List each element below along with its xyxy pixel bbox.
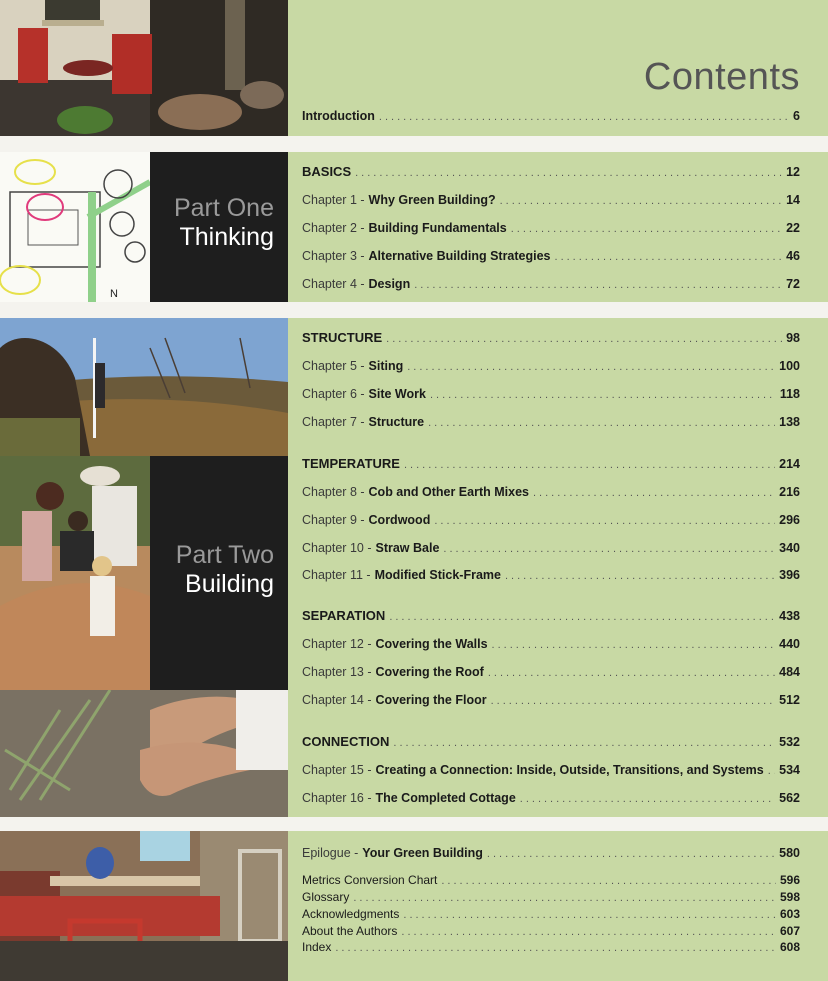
field-photo: [0, 318, 288, 456]
intro-title: Introduction: [302, 109, 375, 123]
chapter-1[interactable]: Chapter 1 - Why Green Building? ..... 14: [302, 192, 800, 209]
section-structure[interactable]: STRUCTURE ..... 98: [302, 330, 800, 347]
chapter-11[interactable]: Chapter 11 - Modified Stick-Frame ..... 396: [302, 567, 800, 584]
chapter-4[interactable]: Chapter 4 - Design ..... 72: [302, 276, 800, 293]
section-connection[interactable]: CONNECTION ..... 532: [302, 734, 800, 751]
backmatter-acknowledgments[interactable]: Acknowledgments ..... 603: [302, 907, 800, 923]
chapter-13[interactable]: Chapter 13 - Covering the Roof ..... 484: [302, 664, 800, 681]
part-one-name: Thinking: [179, 223, 274, 251]
chapter-9[interactable]: Chapter 9 - Cordwood ..... 296: [302, 512, 800, 529]
children-clay-photo: [0, 456, 150, 690]
chapter-10[interactable]: Chapter 10 - Straw Bale ..... 340: [302, 540, 800, 557]
chapter-3[interactable]: Chapter 3 - Alternative Building Strategies ..... 46: [302, 248, 800, 265]
chapter-2[interactable]: Chapter 2 - Building Fundamentals ..... 22: [302, 220, 800, 237]
toc-intro[interactable]: [302, 108, 800, 125]
chapter-14[interactable]: Chapter 14 - Covering the Floor ..... 512: [302, 692, 800, 709]
page-title: Contents: [643, 56, 800, 98]
chapter-7[interactable]: Chapter 7 - Structure ..... 138: [302, 414, 800, 431]
section-temperature[interactable]: TEMPERATURE ..... 214: [302, 456, 800, 473]
backmatter-about-authors[interactable]: About the Authors ..... 607: [302, 924, 800, 940]
planting-photo: [0, 690, 288, 817]
part-one-number: Part One: [173, 194, 274, 222]
chapter-15[interactable]: Chapter 15 - Creating a Connection: Inside, Outside, Transitions, and Systems ..... 534: [302, 762, 800, 779]
section-basics[interactable]: BASICS ..... 12: [302, 164, 800, 181]
part-two-name: Building: [185, 570, 274, 598]
section-separation[interactable]: SEPARATION ..... 438: [302, 608, 800, 625]
part-two-number: Part Two: [175, 541, 274, 569]
chapter-6[interactable]: Chapter 6 - Site Work ..... 118: [302, 386, 800, 403]
chapter-16[interactable]: Chapter 16 - The Completed Cottage ..... 562: [302, 790, 800, 807]
backmatter-metrics[interactable]: Metrics Conversion Chart ..... 596: [302, 873, 800, 889]
chapter-12[interactable]: Chapter 12 - Covering the Walls ..... 440: [302, 636, 800, 653]
design-sketch: [0, 152, 150, 302]
backmatter-glossary[interactable]: Glossary ..... 598: [302, 890, 800, 906]
interior-photo: [0, 831, 288, 981]
chapter-8[interactable]: Chapter 8 - Cob and Other Earth Mixes ..... 216: [302, 484, 800, 501]
patio-photo: [0, 0, 288, 136]
svg-text:N: N: [110, 288, 118, 300]
backmatter-index[interactable]: Index ..... 608: [302, 940, 800, 956]
intro-page: 6: [793, 109, 800, 123]
epilogue[interactable]: Epilogue - Your Green Building ..... 580: [302, 845, 800, 862]
chapter-5[interactable]: Chapter 5 - Siting ..... 100: [302, 358, 800, 375]
